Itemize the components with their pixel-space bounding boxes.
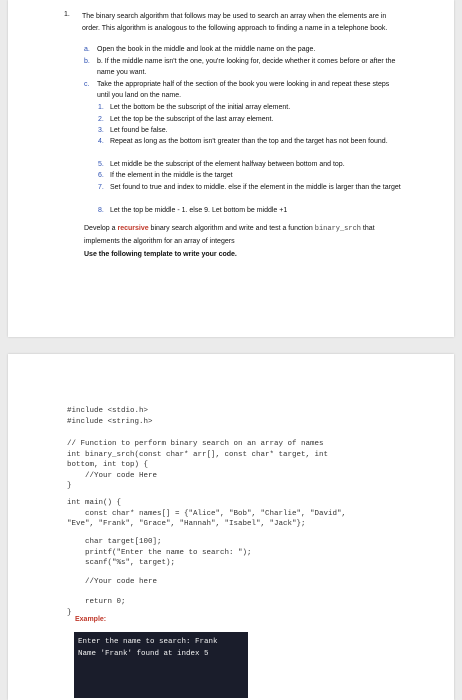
step-text: Let the bottom be the subscript of the initial array element. <box>110 104 291 111</box>
step-7 <box>98 182 408 193</box>
part-text: b. If the middle name isn't the one, you're looking for, decide whether it comes before or after the name you want. <box>97 58 396 76</box>
step-marker: 1. <box>98 104 104 111</box>
recursive-keyword: recursive <box>117 225 149 232</box>
step-3 <box>98 125 408 136</box>
example-label: Example: <box>75 616 107 623</box>
develop-text-post: that implements the algorithm for an array of integers <box>84 225 375 245</box>
question-number: 1. <box>64 11 70 18</box>
step-text: Let the top be middle - 1. else 9. Let bottom be middle +1 <box>110 207 288 214</box>
part-marker: c. <box>84 81 90 88</box>
step-text: Let the top be the subscript of the last array element. <box>110 116 274 123</box>
part-marker: a. <box>84 46 90 53</box>
step-marker: 5. <box>98 161 104 168</box>
step-text: Let found be false. <box>110 127 168 134</box>
step-6 <box>98 170 408 181</box>
code-includes: #include <stdio.h> #include <string.h> <box>67 407 153 426</box>
step-5 <box>98 159 408 170</box>
step-text: Repeat as long as the bottom isn't greater than the top and the target has not been found. <box>110 138 388 145</box>
step-text: If the element in the middle is the target <box>110 172 233 179</box>
question-intro: The binary search algorithm that follows may be used to search an array when the elements are in order. This algorithm is analogous to the following approach to finding a name in a telephone book. <box>82 13 388 32</box>
part-c <box>84 79 404 101</box>
step-8 <box>98 205 408 216</box>
step-marker: 3. <box>98 127 104 134</box>
code-input-block: char target[100]; printf("Enter the name to search: "); scanf("%s", target); <box>85 538 252 567</box>
terminal-output <box>74 632 248 698</box>
code-function-block: // Function to perform binary search on an array of names int binary_srch(const char* arr[], const char* target, int bottom, int top) { //Your code Here } <box>67 440 329 490</box>
code-your-code-comment: //Your code here <box>67 578 158 586</box>
part-a <box>84 44 404 55</box>
terminal-line-2: Name 'Frank' found at index 5 <box>78 650 209 658</box>
step-marker: 7. <box>98 184 104 191</box>
use-template-instruction: Use the following template to write your code. <box>84 251 237 258</box>
part-text: Take the appropriate half of the section of the book you were looking in and repeat these steps until you land on the name. <box>97 81 390 99</box>
code-main-block: int main() { const char* names[] = {"Alice", "Bob", "Charlie", "David", "Eve", "Frank", "Grace", "Hannah", "Isabel", "Jack"}; <box>67 499 347 528</box>
part-b <box>84 56 404 78</box>
step-marker: 4. <box>98 138 104 145</box>
step-1 <box>98 102 408 113</box>
step-2 <box>98 114 408 125</box>
function-name-code: binary_srch <box>314 225 361 233</box>
part-text: Open the book in the middle and look at the middle name on the page. <box>97 46 316 53</box>
step-text: Set found to true and index to middle. else if the element in the middle is larger than the target <box>110 184 401 191</box>
part-marker: b. <box>84 58 90 65</box>
step-marker: 8. <box>98 207 104 214</box>
step-marker: 6. <box>98 172 104 179</box>
step-text: Let middle be the subscript of the element halfway between bottom and top. <box>110 161 345 168</box>
develop-text-pre: Develop a <box>84 225 118 232</box>
terminal-line-1: Enter the name to search: Frank <box>78 638 218 646</box>
develop-instruction <box>84 223 404 247</box>
step-marker: 2. <box>98 116 104 123</box>
develop-text-mid: binary search algorithm and write and test a function <box>148 225 315 232</box>
step-4 <box>98 136 408 147</box>
code-return-block: return 0; } <box>67 598 126 617</box>
